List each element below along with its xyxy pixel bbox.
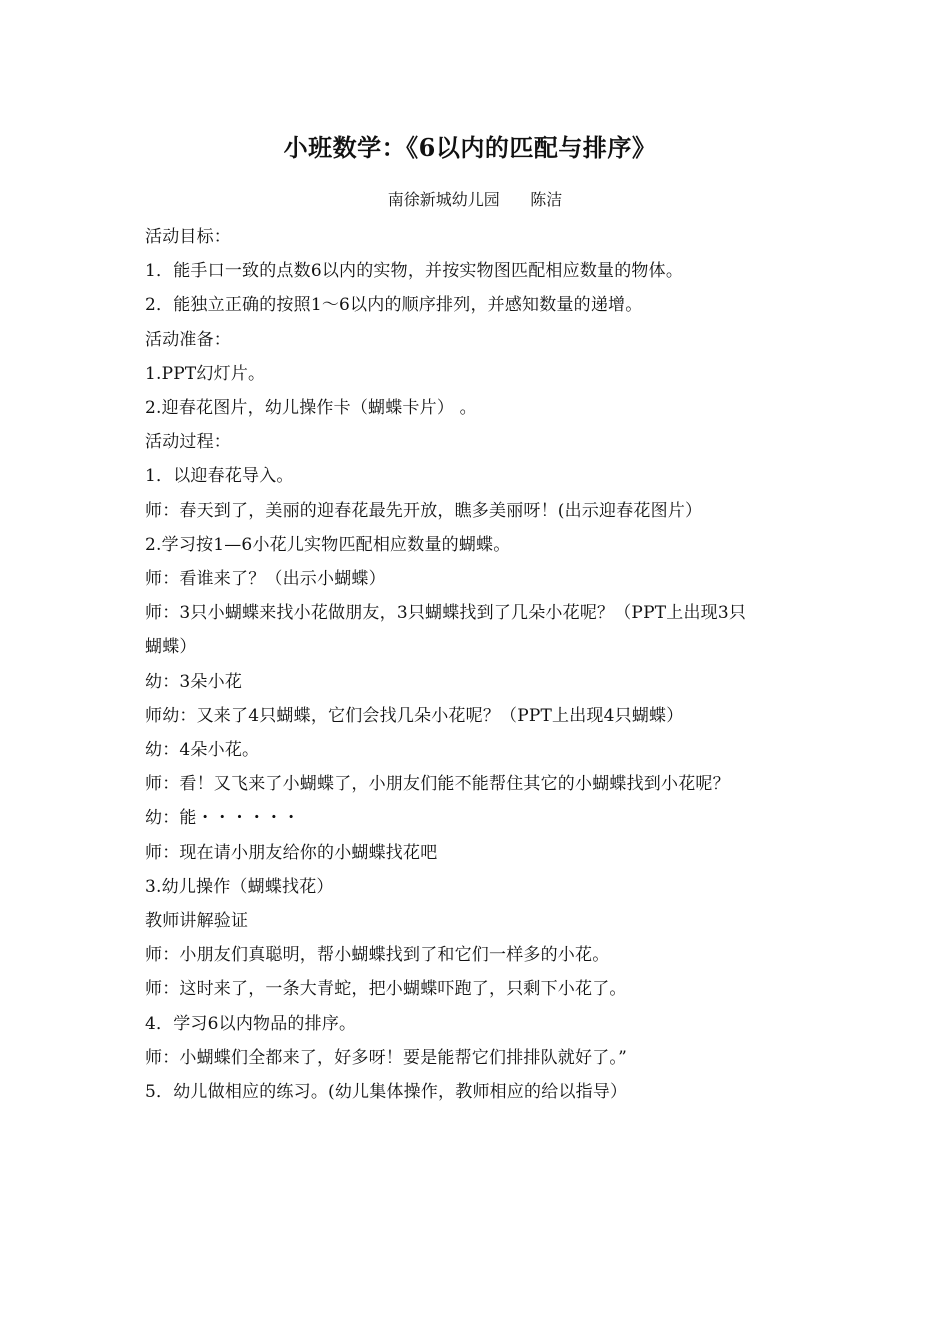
body-line: 4．学习6以内物品的排序。 xyxy=(145,1013,357,1034)
body-line: 师：看谁来了？（出示小蝴蝶） xyxy=(145,569,386,590)
body-line: 5．幼儿做相应的练习。(幼儿集体操作，教师相应的给以指导） xyxy=(145,1082,628,1103)
body-line: 师：现在请小朋友给你的小蝴蝶找花吧 xyxy=(145,842,438,863)
body-line: 活动准备： xyxy=(145,329,231,350)
body-line: 1．以迎春花导入。 xyxy=(145,466,294,487)
body-line: 师幼：又来了4只蝴蝶，它们会找几朵小花呢？（PPT上出现4只蝴蝶） xyxy=(145,705,684,726)
body-line: 幼：能・・・・・・ xyxy=(145,808,300,829)
body-line: 师：这时来了，一条大青蛇，把小蝴蝶吓跑了，只剩下小花了。 xyxy=(145,979,627,1000)
body-line: 2.迎春花图片，幼儿操作卡（蝴蝶卡片） 。 xyxy=(145,398,477,419)
document-author: 南徐新城幼儿园 陈洁 xyxy=(387,190,563,209)
body-line: 蝴蝶） xyxy=(145,637,197,658)
body-line: 活动目标： xyxy=(145,227,231,247)
document-title: 小班数学：《6以内的匹配与排序》 xyxy=(283,133,657,162)
body-line: 1．能手口一致的点数6以内的实物，并按实物图匹配相应数量的物体。 xyxy=(145,261,684,282)
body-line: 幼：3朵小花 xyxy=(145,671,243,692)
body-line: 2．能独立正确的按照1～6以内的顺序排列，并感知数量的递增。 xyxy=(145,295,643,316)
body-line: 1.PPT幻灯片。 xyxy=(145,363,266,384)
body-line: 师：3只小蝴蝶来找小花做朋友，3只蝴蝶找到了几朵小花呢？（PPT上出现3只 xyxy=(145,603,747,624)
body-line: 师：小蝴蝶们全都来了，好多呀！要是能帮它们排排队就好了。” xyxy=(145,1047,627,1068)
body-line: 教师讲解验证 xyxy=(145,911,249,932)
body-line: 幼：4朵小花。 xyxy=(145,740,260,761)
body-line: 2.学习按1—6小花儿实物匹配相应数量的蝴蝶。 xyxy=(145,534,511,555)
body-line: 活动过程： xyxy=(145,432,231,453)
body-line: 师：春天到了，美丽的迎春花最先开放，瞧多美丽呀！(出示迎春花图片） xyxy=(145,500,703,521)
body-line: 师：小朋友们真聪明，帮小蝴蝶找到了和它们一样多的小花。 xyxy=(145,945,610,966)
body-line: 师：看！又飞来了小蝴蝶了，小朋友们能不能帮住其它的小蝴蝶找到小花呢？ xyxy=(145,774,730,795)
document-body xyxy=(145,220,825,1109)
body-line: 3.幼儿操作（蝴蝶找花） xyxy=(145,876,334,897)
